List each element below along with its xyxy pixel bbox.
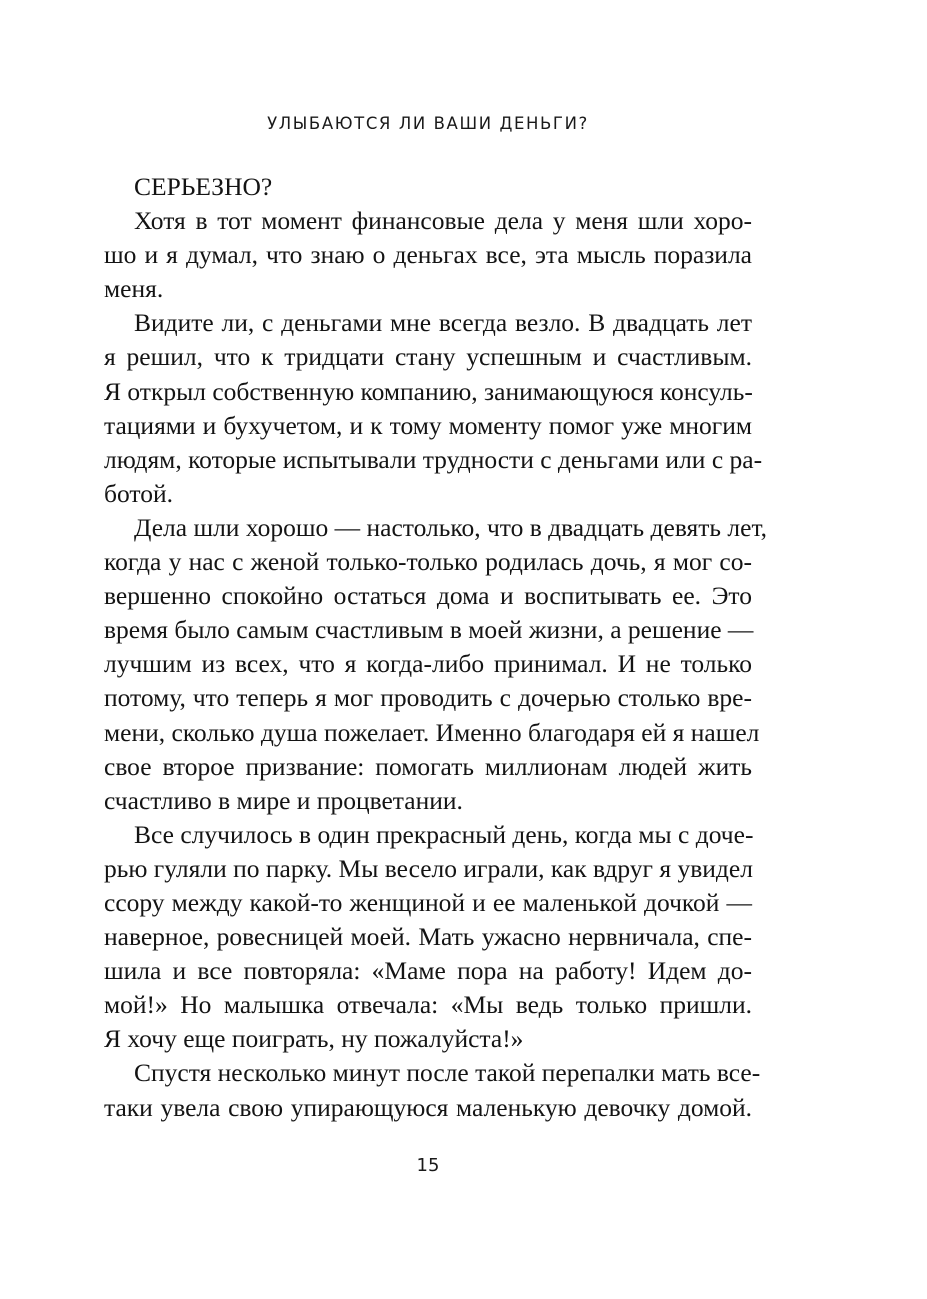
- page-number: 15: [416, 1155, 440, 1176]
- text-line: время было самым счастливым в моей жизни, а решение —: [104, 615, 754, 645]
- text-line: счастливо в мире и процветании.: [104, 785, 463, 815]
- text-line: Видите ли, с деньгами мне всегда везло. В двадцать лет: [134, 308, 752, 338]
- text-line: вершенно спокойно остаться дома и воспитывать ее. Это: [104, 581, 752, 611]
- text-line: лучшим из всех, что я когда-либо принимал. И не только: [104, 649, 752, 679]
- section-heading: СЕРЬЕЗНО?: [134, 172, 273, 201]
- text-line: свое второе призвание: помогать миллионам людей жить: [104, 751, 752, 781]
- text-line: мени, сколько душа пожелает. Именно благодаря ей я нашел: [104, 717, 760, 747]
- text-line: ботой.: [104, 478, 173, 508]
- text-line: Я хочу еще поиграть, ну пожалуйста!»: [104, 1024, 524, 1054]
- text-line: Спустя несколько минут после такой перепалки мать все-: [134, 1058, 761, 1088]
- text-line: потому, что теперь я мог проводить с дочерью столько вре-: [104, 683, 752, 713]
- text-line: Я открыл собственную компанию, занимающуюся консуль-: [104, 376, 753, 406]
- text-line: когда у нас с женой только-только родилась дочь, я мог со-: [104, 547, 752, 577]
- text-line: наверное, ровесницей моей. Мать ужасно нервничала, спе-: [104, 922, 752, 952]
- body-text: [104, 170, 768, 1125]
- text-line: Хотя в тот момент финансовые дела у меня шли хоро-: [134, 206, 752, 236]
- text-line: шила и все повторяла: «Маме пора на работу! Идем до-: [104, 956, 752, 986]
- text-line: шо и я думал, что знаю о деньгах все, эта мысль поразила: [104, 240, 752, 270]
- text-line: тациями и бухучетом, и к тому моменту помог уже многим: [104, 410, 752, 440]
- text-line: Все случилось в один прекрасный день, когда мы с доче-: [134, 819, 754, 849]
- text-line: я решил, что к тридцати стану успешным и счастливым.: [104, 342, 752, 372]
- text-line: людям, которые испытывали трудности с деньгами или с ра-: [104, 444, 763, 474]
- running-head: УЛЫБАЮТСЯ ЛИ ВАШИ ДЕНЬГИ?: [267, 114, 589, 133]
- text-line: меня.: [104, 274, 164, 304]
- text-line: таки увела свою упирающуюся маленькую девочку домой.: [104, 1092, 752, 1122]
- text-line: ссору между какой-то женщиной и ее маленькой дочкой —: [104, 887, 752, 917]
- text-line: рью гуляли по парку. Мы весело играли, как вдруг я увидел: [104, 853, 753, 883]
- text-line: Дела шли хорошо — настолько, что в двадцать девять лет,: [134, 512, 768, 542]
- text-line: мой!» Но малышка отвечала: «Мы ведь только пришли.: [104, 990, 752, 1020]
